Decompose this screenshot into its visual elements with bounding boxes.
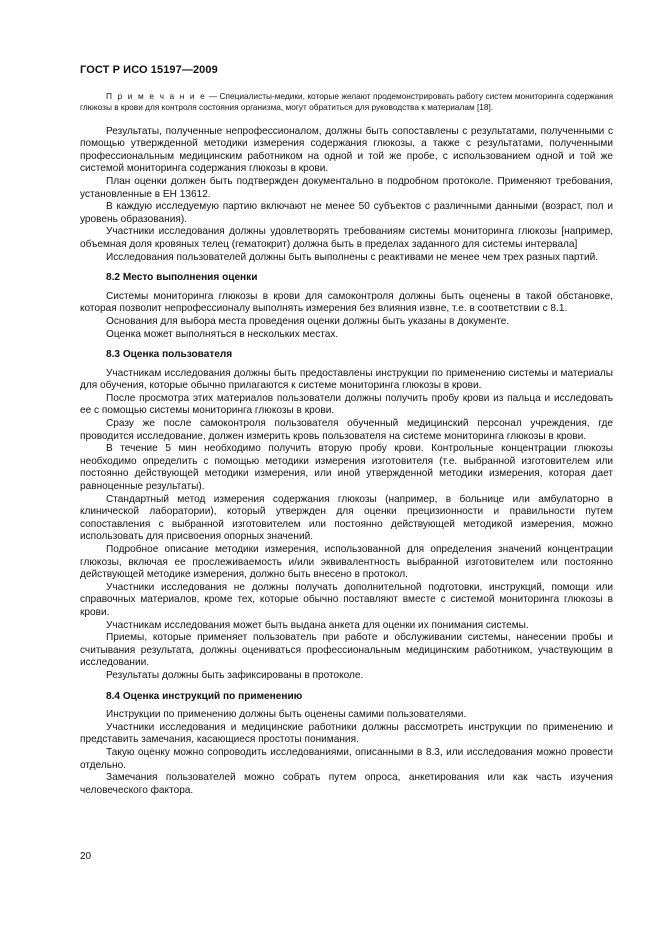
note-paragraph bbox=[80, 91, 613, 113]
paragraph: После просмотра этих материалов пользователи должны получить пробу крови из пальца и исследовать ее с помощью системы мониторинга глюкозы в крови. bbox=[80, 392, 613, 417]
paragraph: Участники исследования должны удовлетворять требованиям системы мониторинга глюкозы [например, объемная доля кровяных телец (гематокрит) должна быть в пределах заданного для системы интервала] bbox=[80, 226, 613, 250]
paragraph: Участники исследования и медицинские работники должны рассмотреть инструкции по применению и представить замечания, касающиеся простоты понимания. bbox=[80, 721, 613, 746]
paragraph: Результаты, полученные непрофессионалом, должны быть сопоставлены с результатами, полученными с помощью утвержденной методики измерения содержания глюкозы, а также с результатами, полученными профессиональным медицинским работником на одной и той же пробе, с использованием одной и той же системой мониторинга содержания глюкозы в крови. bbox=[80, 125, 613, 175]
paragraph: План оценки должен быть подтвержден документально в подробном протоколе. Применяют требования, установленные в ЕН 13612. bbox=[80, 175, 613, 200]
paragraph: Исследования пользователей должны быть выполнены с реактивами не менее чем трех разных партий. bbox=[106, 251, 599, 263]
paragraph: В течение 5 мин необходимо получить вторую пробу крови. Контрольные концентрации глюкозы необходимо определить с помощью методики измерения изготовителя (т.е. выбранной изготовителем или постоянно действующей методики измерения, или иной утвержденной методики измерения, которая дает равноценные результаты). bbox=[80, 443, 613, 493]
paragraph: Результаты должны быть зафиксированы в протоколе. bbox=[106, 669, 364, 681]
paragraph: Системы мониторинга глюкозы в крови для самоконтроля должны быть оценены в такой обстановке, которая позволит непрофессионалу выполнять измерения без влияния извне, т.е. в соответствии с 8.1. bbox=[80, 290, 613, 315]
note-label: П р и м е ч а н и е bbox=[106, 91, 207, 101]
paragraph: Участникам исследования должны быть предоставлены инструкции по применению системы и материалы для обучения, которые обычно прилагаются к системе мониторинга глюкозы в крови. bbox=[80, 367, 613, 392]
paragraph: Сразу же после самоконтроля пользователя обученный медицинский персонал учреждения, где проводится исследование, должен измерить кровь пользователя на системе мониторинга глюкозы в крови. bbox=[80, 418, 613, 442]
page-number: 20 bbox=[80, 851, 92, 862]
paragraph: Стандартный метод измерения содержания глюкозы (например, в больнице или амбулаторно в клинической лаборатории), который утвержден для оценки прецизионности и правильности путем сопоставления с выбранной изготовителем или постоянно действующей методикой измерения, можно использовать для присвоения опорных значений. bbox=[80, 493, 613, 543]
document-header: ГОСТ Р ИСО 15197—2009 bbox=[80, 64, 218, 76]
paragraph: Оценка может выполняться в нескольких местах. bbox=[106, 328, 339, 340]
paragraph: Участники исследования не должны получать дополнительной подготовки, инструкций, помощи или справочных материалов, кроме тех, которые обычно поставляют вместе с системой мониторинга глюкозы в крови. bbox=[80, 581, 613, 618]
paragraph: Основания для выбора места проведения оценки должны быть указаны в документе. bbox=[106, 315, 510, 327]
paragraph: Замечания пользователей можно собрать путем опроса, анкетирования или как часть изучения человеческого фактора. bbox=[80, 772, 613, 796]
section-heading-8-2: 8.2 Место выполнения оценки bbox=[106, 272, 258, 284]
paragraph: Такую оценку можно сопроводить исследованиями, описанными в 8.3, или исследования можно провести отдельно. bbox=[80, 746, 613, 771]
paragraph: Инструкции по применению должны быть оценены самими пользователями. bbox=[106, 709, 467, 721]
note-text: — Специалисты-медики, которые желают продемонстрировать работу систем мониторинга содержания глюкозы в крови для контроля состояния организма, могут обратиться для руководства к материалам [18]. bbox=[80, 91, 613, 112]
paragraph: Участникам исследования может быть выдана анкета для оценки их понимания системы. bbox=[106, 619, 529, 631]
paragraph: Подробное описание методики измерения, использованной для определения значений концентрации глюкозы, включая ее прослеживаемость и/или эквивалентность выбранной изготовителем или постоянно действующей методике измерения, должно быть внесено в протокол. bbox=[80, 544, 613, 581]
document-body bbox=[80, 91, 613, 797]
section-heading-8-3: 8.3 Оценка пользователя bbox=[106, 349, 233, 361]
paragraph: Приемы, которые применяет пользователь при работе и обслуживании системы, нанесении пробы и считывания результата, должны оцениваться профессиональным медицинским работником, участвующим в исследовании. bbox=[80, 632, 613, 669]
paragraph: В каждую исследуемую партию включают не менее 50 субъектов с различными данными (возраст, пол и уровень образования). bbox=[80, 201, 613, 225]
section-heading-8-4: 8.4 Оценка инструкций по применению bbox=[106, 690, 303, 702]
